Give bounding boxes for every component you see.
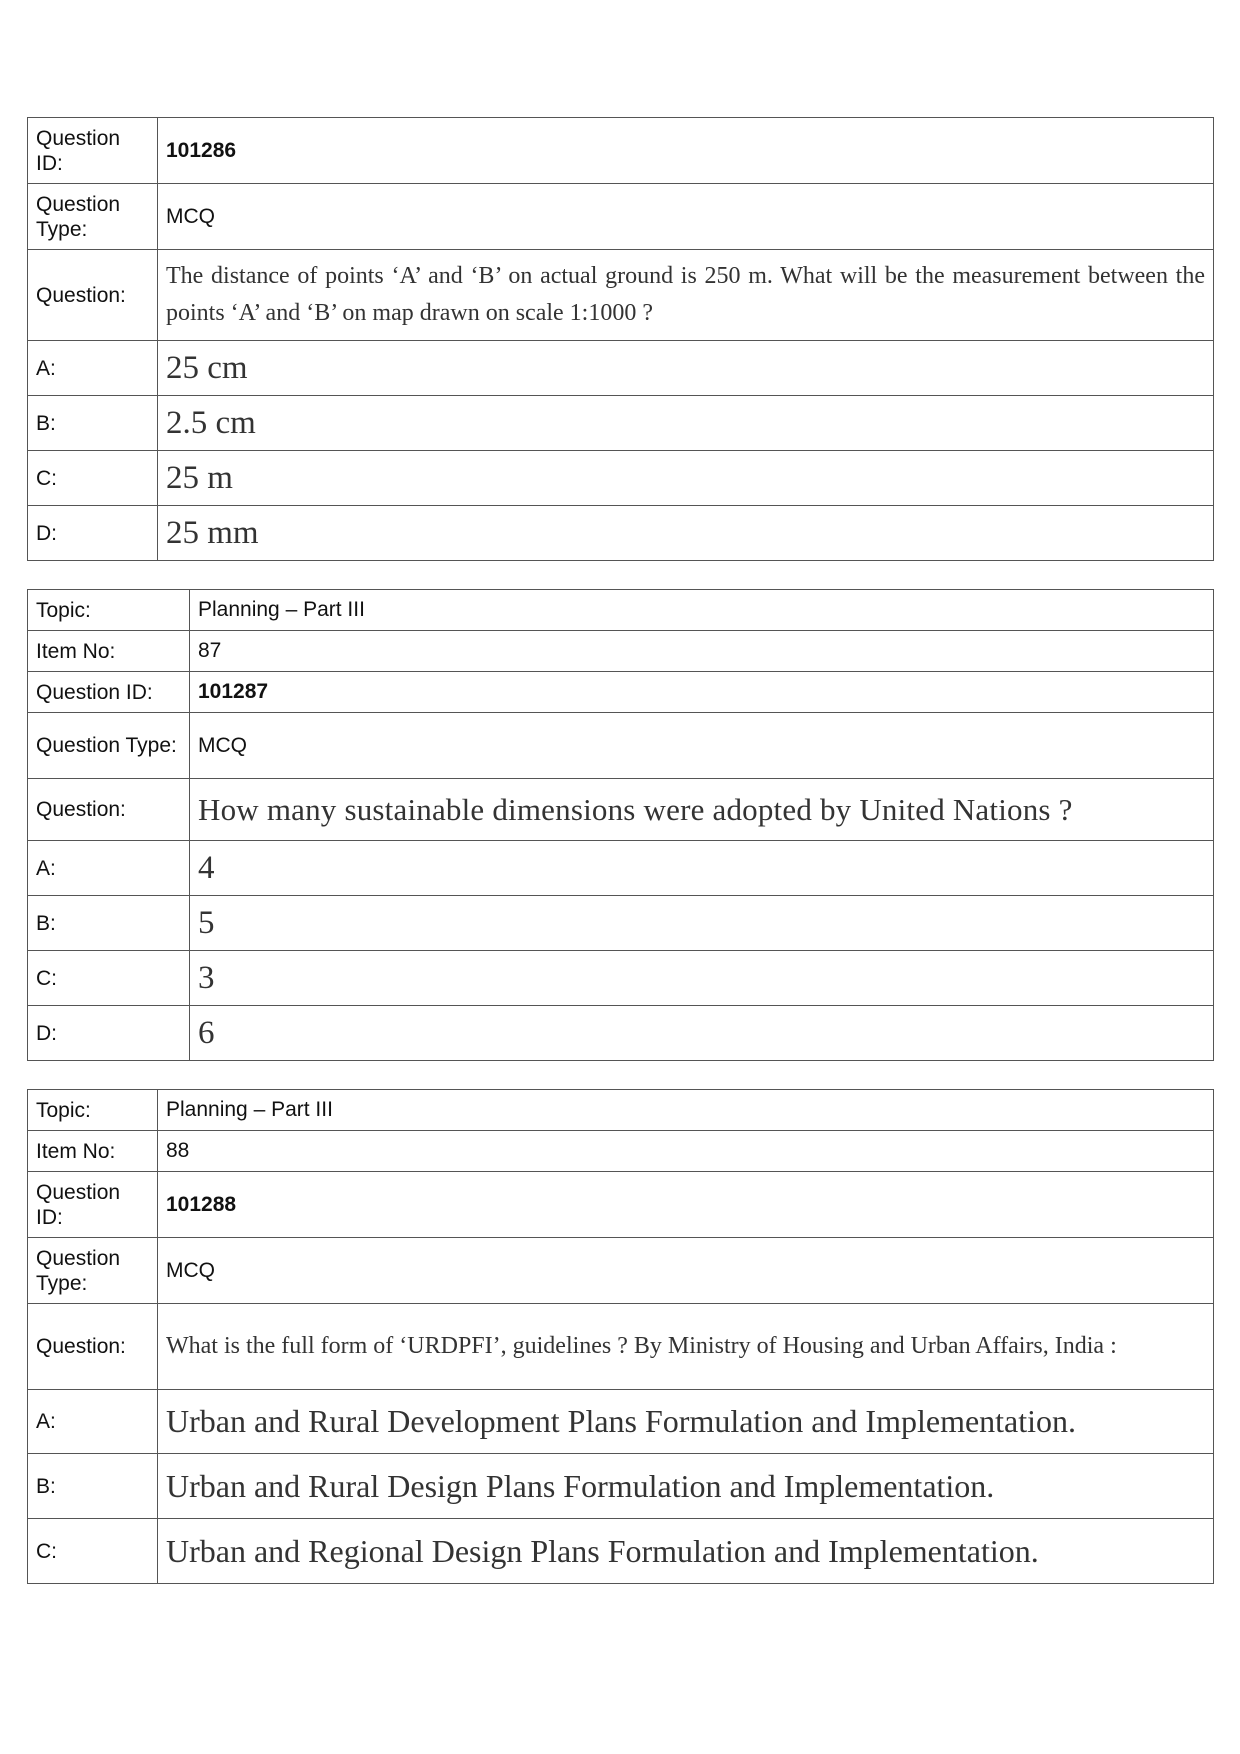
option-c-label: C: — [28, 1519, 158, 1584]
question-text: How many sustainable dimensions were adopted by United Nations ? — [190, 779, 1214, 841]
question-type-value: MCQ — [158, 184, 1214, 250]
option-d-text: 25 mm — [158, 506, 1214, 561]
option-b-label: B: — [28, 896, 190, 951]
topic-row — [28, 1090, 1214, 1131]
question-id-row — [28, 672, 1214, 713]
option-b-text: 2.5 cm — [158, 396, 1214, 451]
question-label: Question: — [28, 250, 158, 341]
topic-value: Planning – Part III — [158, 1090, 1214, 1131]
item-no-value: 87 — [190, 631, 1214, 672]
item-no-value: 88 — [158, 1131, 1214, 1172]
option-row-c — [28, 1519, 1214, 1584]
question-id-row — [28, 118, 1214, 184]
option-c-label: C: — [28, 451, 158, 506]
question-label: Question: — [28, 1304, 158, 1390]
option-a-label: A: — [28, 1390, 158, 1454]
option-a-label: A: — [28, 841, 190, 896]
question-type-value: MCQ — [190, 713, 1214, 779]
question-type-row — [28, 1238, 1214, 1304]
option-row-b — [28, 1454, 1214, 1519]
question-type-label: Question Type: — [28, 1238, 158, 1304]
question-type-row — [28, 184, 1214, 250]
option-row-a — [28, 841, 1214, 896]
option-row-b — [28, 396, 1214, 451]
question-id-value: 101286 — [158, 118, 1214, 184]
option-row-d — [28, 506, 1214, 561]
question-text: What is the full form of ‘URDPFI’, guidelines ? By Ministry of Housing and Urban Affairs, India : — [158, 1304, 1214, 1390]
option-d-label: D: — [28, 506, 158, 561]
question-id-label: Question ID: — [28, 118, 158, 184]
option-a-text: 4 — [190, 841, 1214, 896]
topic-value: Planning – Part III — [190, 590, 1214, 631]
question-row — [28, 1304, 1214, 1390]
option-row-a — [28, 341, 1214, 396]
option-row-a — [28, 1390, 1214, 1454]
option-a-text: Urban and Rural Development Plans Formulation and Implementation. — [158, 1390, 1214, 1454]
item-no-row — [28, 1131, 1214, 1172]
question-row — [28, 250, 1214, 341]
option-c-text: 3 — [190, 951, 1214, 1006]
question-type-label: Question Type: — [28, 713, 190, 779]
option-d-label: D: — [28, 1006, 190, 1061]
question-type-label: Question Type: — [28, 184, 158, 250]
item-no-label: Item No: — [28, 631, 190, 672]
question-table-101286 — [27, 117, 1214, 561]
question-text: The distance of points ‘A’ and ‘B’ on actual ground is 250 m. What will be the measurement between the points ‘A’ and ‘B’ on map drawn on scale 1:1000 ? — [158, 250, 1214, 341]
option-b-label: B: — [28, 396, 158, 451]
item-no-row — [28, 631, 1214, 672]
question-id-value: 101287 — [190, 672, 1214, 713]
question-id-value: 101288 — [158, 1172, 1214, 1238]
option-row-c — [28, 951, 1214, 1006]
question-id-row — [28, 1172, 1214, 1238]
question-type-value: MCQ — [158, 1238, 1214, 1304]
option-c-text: 25 m — [158, 451, 1214, 506]
option-row-b — [28, 896, 1214, 951]
option-b-text: 5 — [190, 896, 1214, 951]
option-a-label: A: — [28, 341, 158, 396]
option-b-text: Urban and Rural Design Plans Formulation and Implementation. — [158, 1454, 1214, 1519]
item-no-label: Item No: — [28, 1131, 158, 1172]
option-row-d — [28, 1006, 1214, 1061]
topic-label: Topic: — [28, 1090, 158, 1131]
question-id-label: Question ID: — [28, 672, 190, 713]
option-a-text: 25 cm — [158, 341, 1214, 396]
topic-row — [28, 590, 1214, 631]
option-d-text: 6 — [190, 1006, 1214, 1061]
question-table-101287 — [27, 589, 1214, 1061]
option-c-text: Urban and Regional Design Plans Formulation and Implementation. — [158, 1519, 1214, 1584]
question-label: Question: — [28, 779, 190, 841]
question-row — [28, 779, 1214, 841]
question-type-row — [28, 713, 1214, 779]
option-c-label: C: — [28, 951, 190, 1006]
option-b-label: B: — [28, 1454, 158, 1519]
question-id-label: Question ID: — [28, 1172, 158, 1238]
topic-label: Topic: — [28, 590, 190, 631]
option-row-c — [28, 451, 1214, 506]
question-table-101288 — [27, 1089, 1214, 1584]
